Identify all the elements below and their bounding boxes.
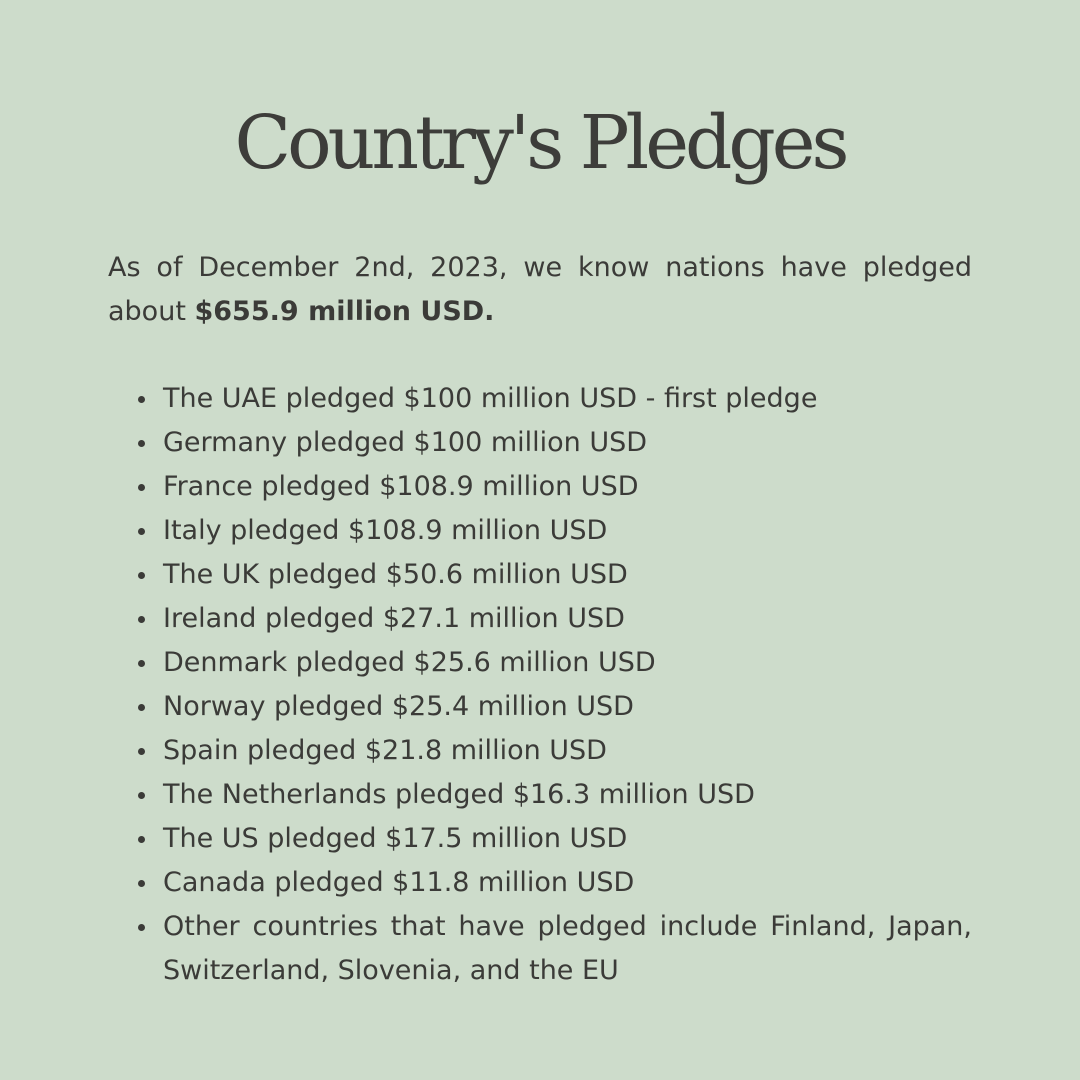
bullet-icon — [138, 572, 145, 579]
pledge-text: Norway pledged $25.4 million USD — [163, 691, 634, 722]
list-item — [108, 509, 972, 553]
bullet-icon — [138, 924, 145, 931]
bullet-icon — [138, 440, 145, 447]
intro-paragraph — [108, 246, 972, 334]
pledge-text: Germany pledged $100 million USD — [163, 427, 648, 458]
bullet-icon — [138, 484, 145, 491]
bullet-icon — [138, 660, 145, 667]
intro-text: As of December 2nd, 2023, we know nations have pledged about — [108, 252, 972, 327]
bullet-icon — [138, 748, 145, 755]
pledge-text: Ireland pledged $27.1 million USD — [163, 603, 625, 634]
bullet-icon — [138, 396, 145, 403]
list-item — [108, 685, 972, 729]
list-item — [108, 817, 972, 861]
list-item — [108, 861, 972, 905]
pledge-list — [108, 377, 972, 993]
bullet-icon — [138, 704, 145, 711]
list-item — [108, 377, 972, 421]
bullet-icon — [138, 528, 145, 535]
pledge-text: Other countries that have pledged include Finland, Japan, Switzerland, Slovenia, and the EU — [163, 911, 972, 986]
list-item — [108, 773, 972, 817]
bullet-icon — [138, 836, 145, 843]
bullet-icon — [138, 616, 145, 623]
bullet-icon — [138, 880, 145, 887]
pledge-text: Italy pledged $108.9 million USD — [163, 515, 608, 546]
pledge-text: France pledged $108.9 million USD — [163, 471, 639, 502]
pledge-text: The UAE pledged $100 million USD - first pledge — [163, 383, 818, 414]
list-item — [108, 465, 972, 509]
list-item — [108, 421, 972, 465]
pledge-text: The Netherlands pledged $16.3 million USD — [163, 779, 755, 810]
total-amount: $655.9 million USD. — [194, 296, 495, 327]
list-item — [108, 905, 972, 993]
list-item — [108, 553, 972, 597]
pledge-text: The US pledged $17.5 million USD — [163, 823, 628, 854]
pledge-text: Canada pledged $11.8 million USD — [163, 867, 635, 898]
list-item — [108, 597, 972, 641]
page-title: Country's Pledges — [234, 100, 846, 186]
pledge-text: Denmark pledged $25.6 million USD — [163, 647, 656, 678]
bullet-icon — [138, 792, 145, 799]
list-item — [108, 729, 972, 773]
pledge-text: The UK pledged $50.6 million USD — [163, 559, 628, 590]
pledge-text: Spain pledged $21.8 million USD — [163, 735, 607, 766]
list-item — [108, 641, 972, 685]
